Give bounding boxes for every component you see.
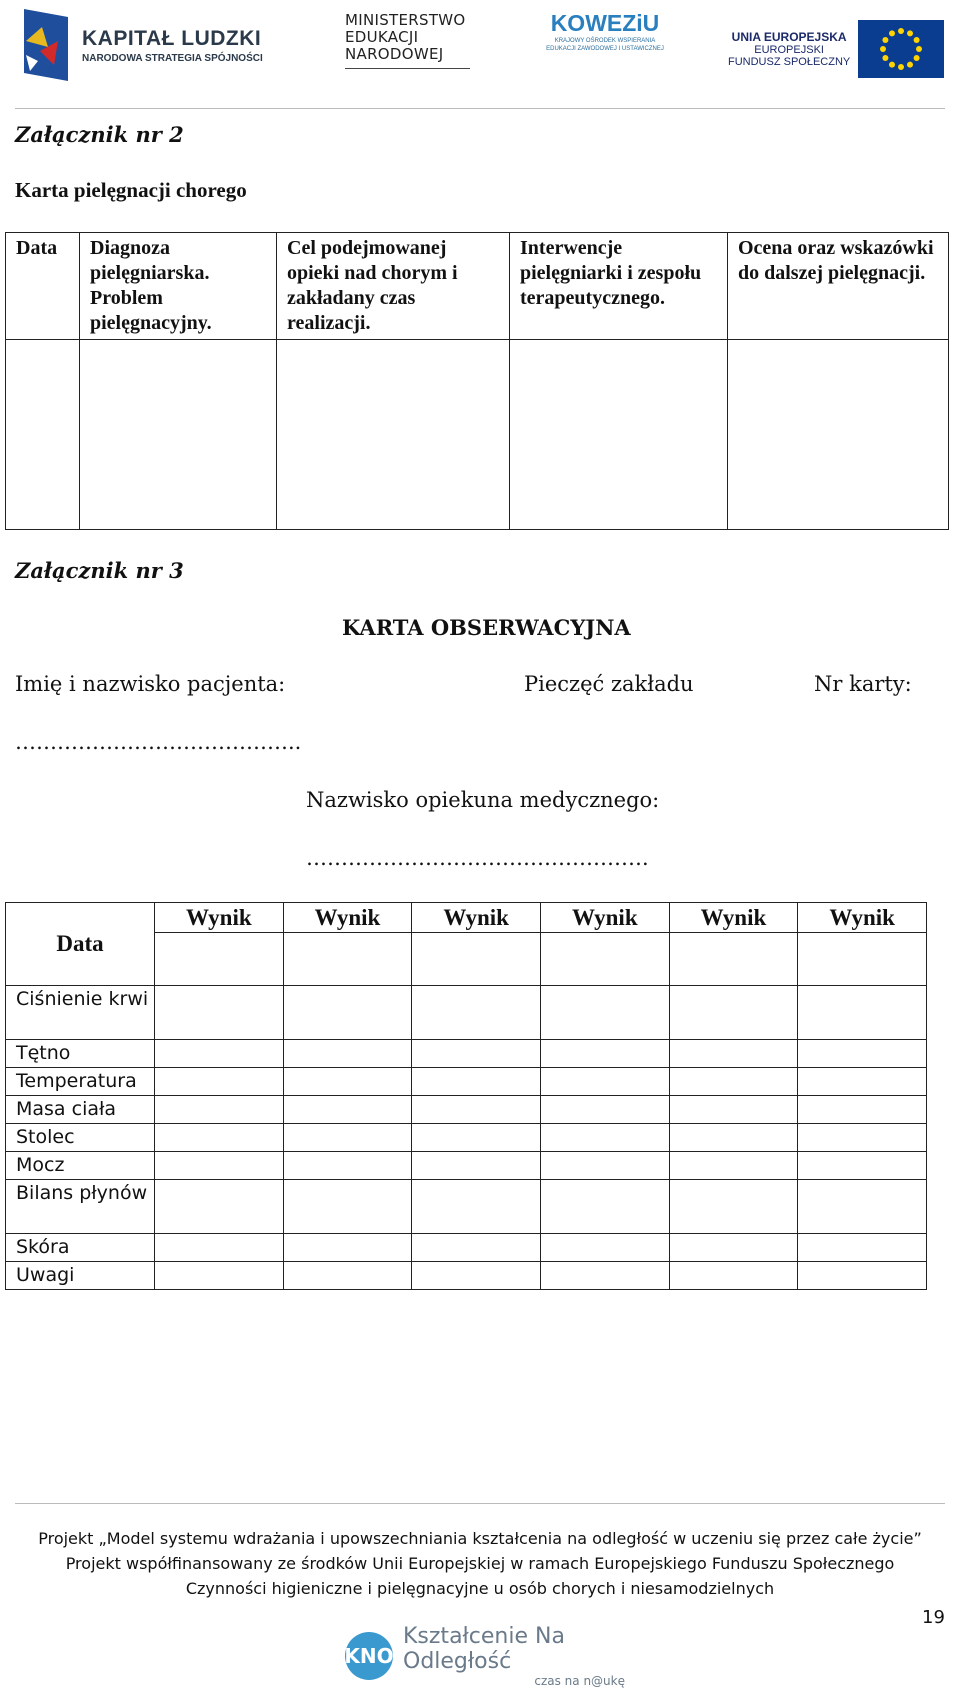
header-divider [15, 108, 945, 109]
kno-title: Kształcenie Na Odległość [403, 1623, 565, 1674]
observation-result-cell[interactable] [540, 1124, 669, 1152]
observation-result-cell[interactable] [283, 1068, 412, 1096]
observation-result-cell[interactable] [155, 1040, 284, 1068]
observation-result-cell[interactable] [155, 1068, 284, 1096]
kapital-ludzki-title: KAPITAŁ LUDZKI [82, 26, 262, 50]
observation-card-title: KARTA OBSERWACYJNA [342, 615, 631, 640]
footer-topic-line: Czynności higieniczne i pielęgnacyjne u osób chorych i niesamodzielnych [185, 1579, 775, 1598]
observation-result-cell[interactable] [412, 1040, 541, 1068]
result-header: Wynik [540, 903, 669, 933]
care-cell-empty[interactable] [510, 340, 728, 530]
observation-result-cell[interactable] [798, 1124, 927, 1152]
observation-row-label: Masa ciała [6, 1096, 155, 1124]
footer-divider [15, 1503, 945, 1504]
observation-result-cell[interactable] [540, 1234, 669, 1262]
observation-result-cell[interactable] [155, 1234, 284, 1262]
observation-result-cell[interactable] [412, 1152, 541, 1180]
observation-row-label: Ciśnienie krwi [6, 986, 155, 1040]
observation-result-cell[interactable] [540, 1096, 669, 1124]
kno-emblem-icon: KNO [345, 1632, 393, 1680]
observation-result-cell[interactable] [155, 1262, 284, 1290]
care-cell-empty[interactable] [6, 340, 80, 530]
care-col-evaluation: Ocena oraz wskazówki do dalszej pielęgnacji. [728, 233, 949, 340]
observation-result-cell[interactable] [155, 1180, 284, 1234]
observation-result-cell[interactable] [283, 1234, 412, 1262]
observation-result-cell[interactable] [412, 1124, 541, 1152]
observation-result-cell[interactable] [283, 1124, 412, 1152]
care-card-title: Karta pielęgnacji chorego [15, 178, 247, 202]
observation-result-cell[interactable] [669, 1234, 798, 1262]
observation-result-cell[interactable] [798, 1096, 927, 1124]
eu-line-2: EUROPEJSKI [754, 44, 824, 56]
page-number: 19 [922, 1607, 945, 1628]
observation-result-cell[interactable] [540, 1180, 669, 1234]
result-date-cell[interactable] [155, 933, 284, 986]
kno-logo [344, 1623, 625, 1688]
observation-result-cell[interactable] [283, 1180, 412, 1234]
attachment-2-heading: Załącznik nr 2 [15, 122, 184, 147]
observation-result-cell[interactable] [669, 1040, 798, 1068]
observation-row [6, 1096, 927, 1124]
patient-name-label: Imię i nazwisko pacjenta: [15, 672, 286, 696]
observation-result-cell[interactable] [283, 986, 412, 1040]
observation-result-cell[interactable] [798, 1152, 927, 1180]
observation-result-cell[interactable] [669, 1068, 798, 1096]
result-header: Wynik [155, 903, 284, 933]
observation-result-cell[interactable] [798, 986, 927, 1040]
observation-result-cell[interactable] [540, 1262, 669, 1290]
observation-row [6, 1124, 927, 1152]
koweziu-logo [540, 10, 670, 80]
observation-result-cell[interactable] [155, 986, 284, 1040]
stamp-label: Pieczęć zakładu [524, 672, 694, 696]
observation-row-label: Uwagi [6, 1262, 155, 1290]
result-header: Wynik [283, 903, 412, 933]
observation-row-label: Bilans płynów [6, 1180, 155, 1234]
observation-result-cell[interactable] [798, 1068, 927, 1096]
result-date-cell[interactable] [412, 933, 541, 986]
observation-result-cell[interactable] [669, 986, 798, 1040]
care-col-goal: Cel podejmowanej opieki nad chorym i zakładany czas realizacji. [277, 233, 510, 340]
observation-result-cell[interactable] [540, 1068, 669, 1096]
ministry-divider [345, 68, 470, 69]
care-col-diagnosis: Diagnoza pielęgniarska. Problem pielęgnacyjny. [80, 233, 277, 340]
observation-row-label: Mocz [6, 1152, 155, 1180]
eu-flag-icon [858, 20, 944, 78]
care-cell-empty[interactable] [80, 340, 277, 530]
ministry-logo [345, 12, 485, 82]
observation-result-cell[interactable] [283, 1096, 412, 1124]
observation-result-cell[interactable] [155, 1096, 284, 1124]
care-cell-empty[interactable] [728, 340, 949, 530]
observation-row-label: Temperatura [6, 1068, 155, 1096]
result-header: Wynik [798, 903, 927, 933]
observation-row [6, 1040, 927, 1068]
care-card-table [5, 232, 949, 530]
result-date-cell[interactable] [669, 933, 798, 986]
observation-result-cell[interactable] [669, 1096, 798, 1124]
result-date-cell[interactable] [798, 933, 927, 986]
observation-result-cell[interactable] [798, 1180, 927, 1234]
observation-result-cell[interactable] [798, 1234, 927, 1262]
observation-row-label: Skóra [6, 1234, 155, 1262]
observation-row [6, 1262, 927, 1290]
observation-result-cell[interactable] [412, 1262, 541, 1290]
observation-result-cell[interactable] [155, 1152, 284, 1180]
result-header: Wynik [669, 903, 798, 933]
observation-result-cell[interactable] [283, 1152, 412, 1180]
attachment-3-heading: Załącznik nr 3 [15, 558, 184, 583]
patient-name-field[interactable]: ………………………………….. [15, 730, 302, 754]
observation-result-cell[interactable] [412, 1180, 541, 1234]
observation-result-cell[interactable] [155, 1124, 284, 1152]
ministry-line-2: EDUKACJI [345, 28, 419, 46]
observation-result-cell[interactable] [669, 1124, 798, 1152]
observation-result-cell[interactable] [540, 1152, 669, 1180]
footer-project-line: Projekt „Model systemu wdrażania i upowszechniania kształcenia na odległość w uczeniu się przez całe życie” [38, 1529, 922, 1548]
observation-row [6, 1234, 927, 1262]
caregiver-field[interactable]: …………………………………………. [306, 846, 649, 870]
result-date-cell[interactable] [283, 933, 412, 986]
observation-date-header: Data [6, 903, 155, 986]
observation-result-cell[interactable] [798, 1262, 927, 1290]
observation-row-label: Tętno [6, 1040, 155, 1068]
eu-line-3: FUNDUSZ SPOŁECZNY [728, 56, 851, 68]
care-cell-empty[interactable] [277, 340, 510, 530]
ministry-line-1: MINISTERSTWO [345, 11, 466, 29]
observation-result-cell[interactable] [283, 1040, 412, 1068]
footer-funding-line: Projekt współfinansowany ze środków Unii Europejskiej w ramach Europejskiego Funduszu Społecznego [65, 1554, 895, 1573]
observation-table [5, 902, 927, 1290]
observation-result-cell[interactable] [283, 1262, 412, 1290]
koweziu-subtitle: KRAJOWY OŚRODEK WSPIERANIA EDUKACJI ZAWODOWEJ I USTAWICZNEJ [546, 38, 664, 52]
care-col-interventions: Interwencje pielęgniarki i zespołu terapeutycznego. [510, 233, 728, 340]
observation-row-label: Stolec [6, 1124, 155, 1152]
kapital-ludzki-emblem [18, 7, 72, 83]
observation-row [6, 1180, 927, 1234]
observation-row [6, 1068, 927, 1096]
observation-result-cell[interactable] [669, 1180, 798, 1234]
observation-result-cell[interactable] [669, 1262, 798, 1290]
observation-result-cell[interactable] [412, 1234, 541, 1262]
caregiver-label: Nazwisko opiekuna medycznego: [306, 788, 660, 812]
observation-result-cell[interactable] [798, 1040, 927, 1068]
observation-row [6, 1152, 927, 1180]
result-date-cell[interactable] [540, 933, 669, 986]
eu-line-1: UNIA EUROPEJSKA [731, 30, 847, 44]
card-number-label: Nr karty: [814, 672, 912, 696]
observation-result-cell[interactable] [669, 1152, 798, 1180]
observation-result-cell[interactable] [540, 1040, 669, 1068]
result-header: Wynik [412, 903, 541, 933]
ministry-line-3: NARODOWEJ [345, 45, 444, 63]
observation-result-cell[interactable] [412, 986, 541, 1040]
kno-subtitle: czas na n@ukę [534, 1673, 625, 1688]
observation-row [6, 986, 927, 1040]
kapital-ludzki-logo [18, 4, 268, 86]
observation-result-cell[interactable] [540, 986, 669, 1040]
eu-logo [728, 14, 948, 84]
observation-result-cell[interactable] [412, 1096, 541, 1124]
care-col-date: Data [6, 233, 80, 340]
koweziu-title: KOWEZiU [550, 10, 660, 36]
observation-result-cell[interactable] [412, 1068, 541, 1096]
kapital-ludzki-subtitle: NARODOWA STRATEGIA SPÓJNOŚCI [82, 52, 263, 64]
